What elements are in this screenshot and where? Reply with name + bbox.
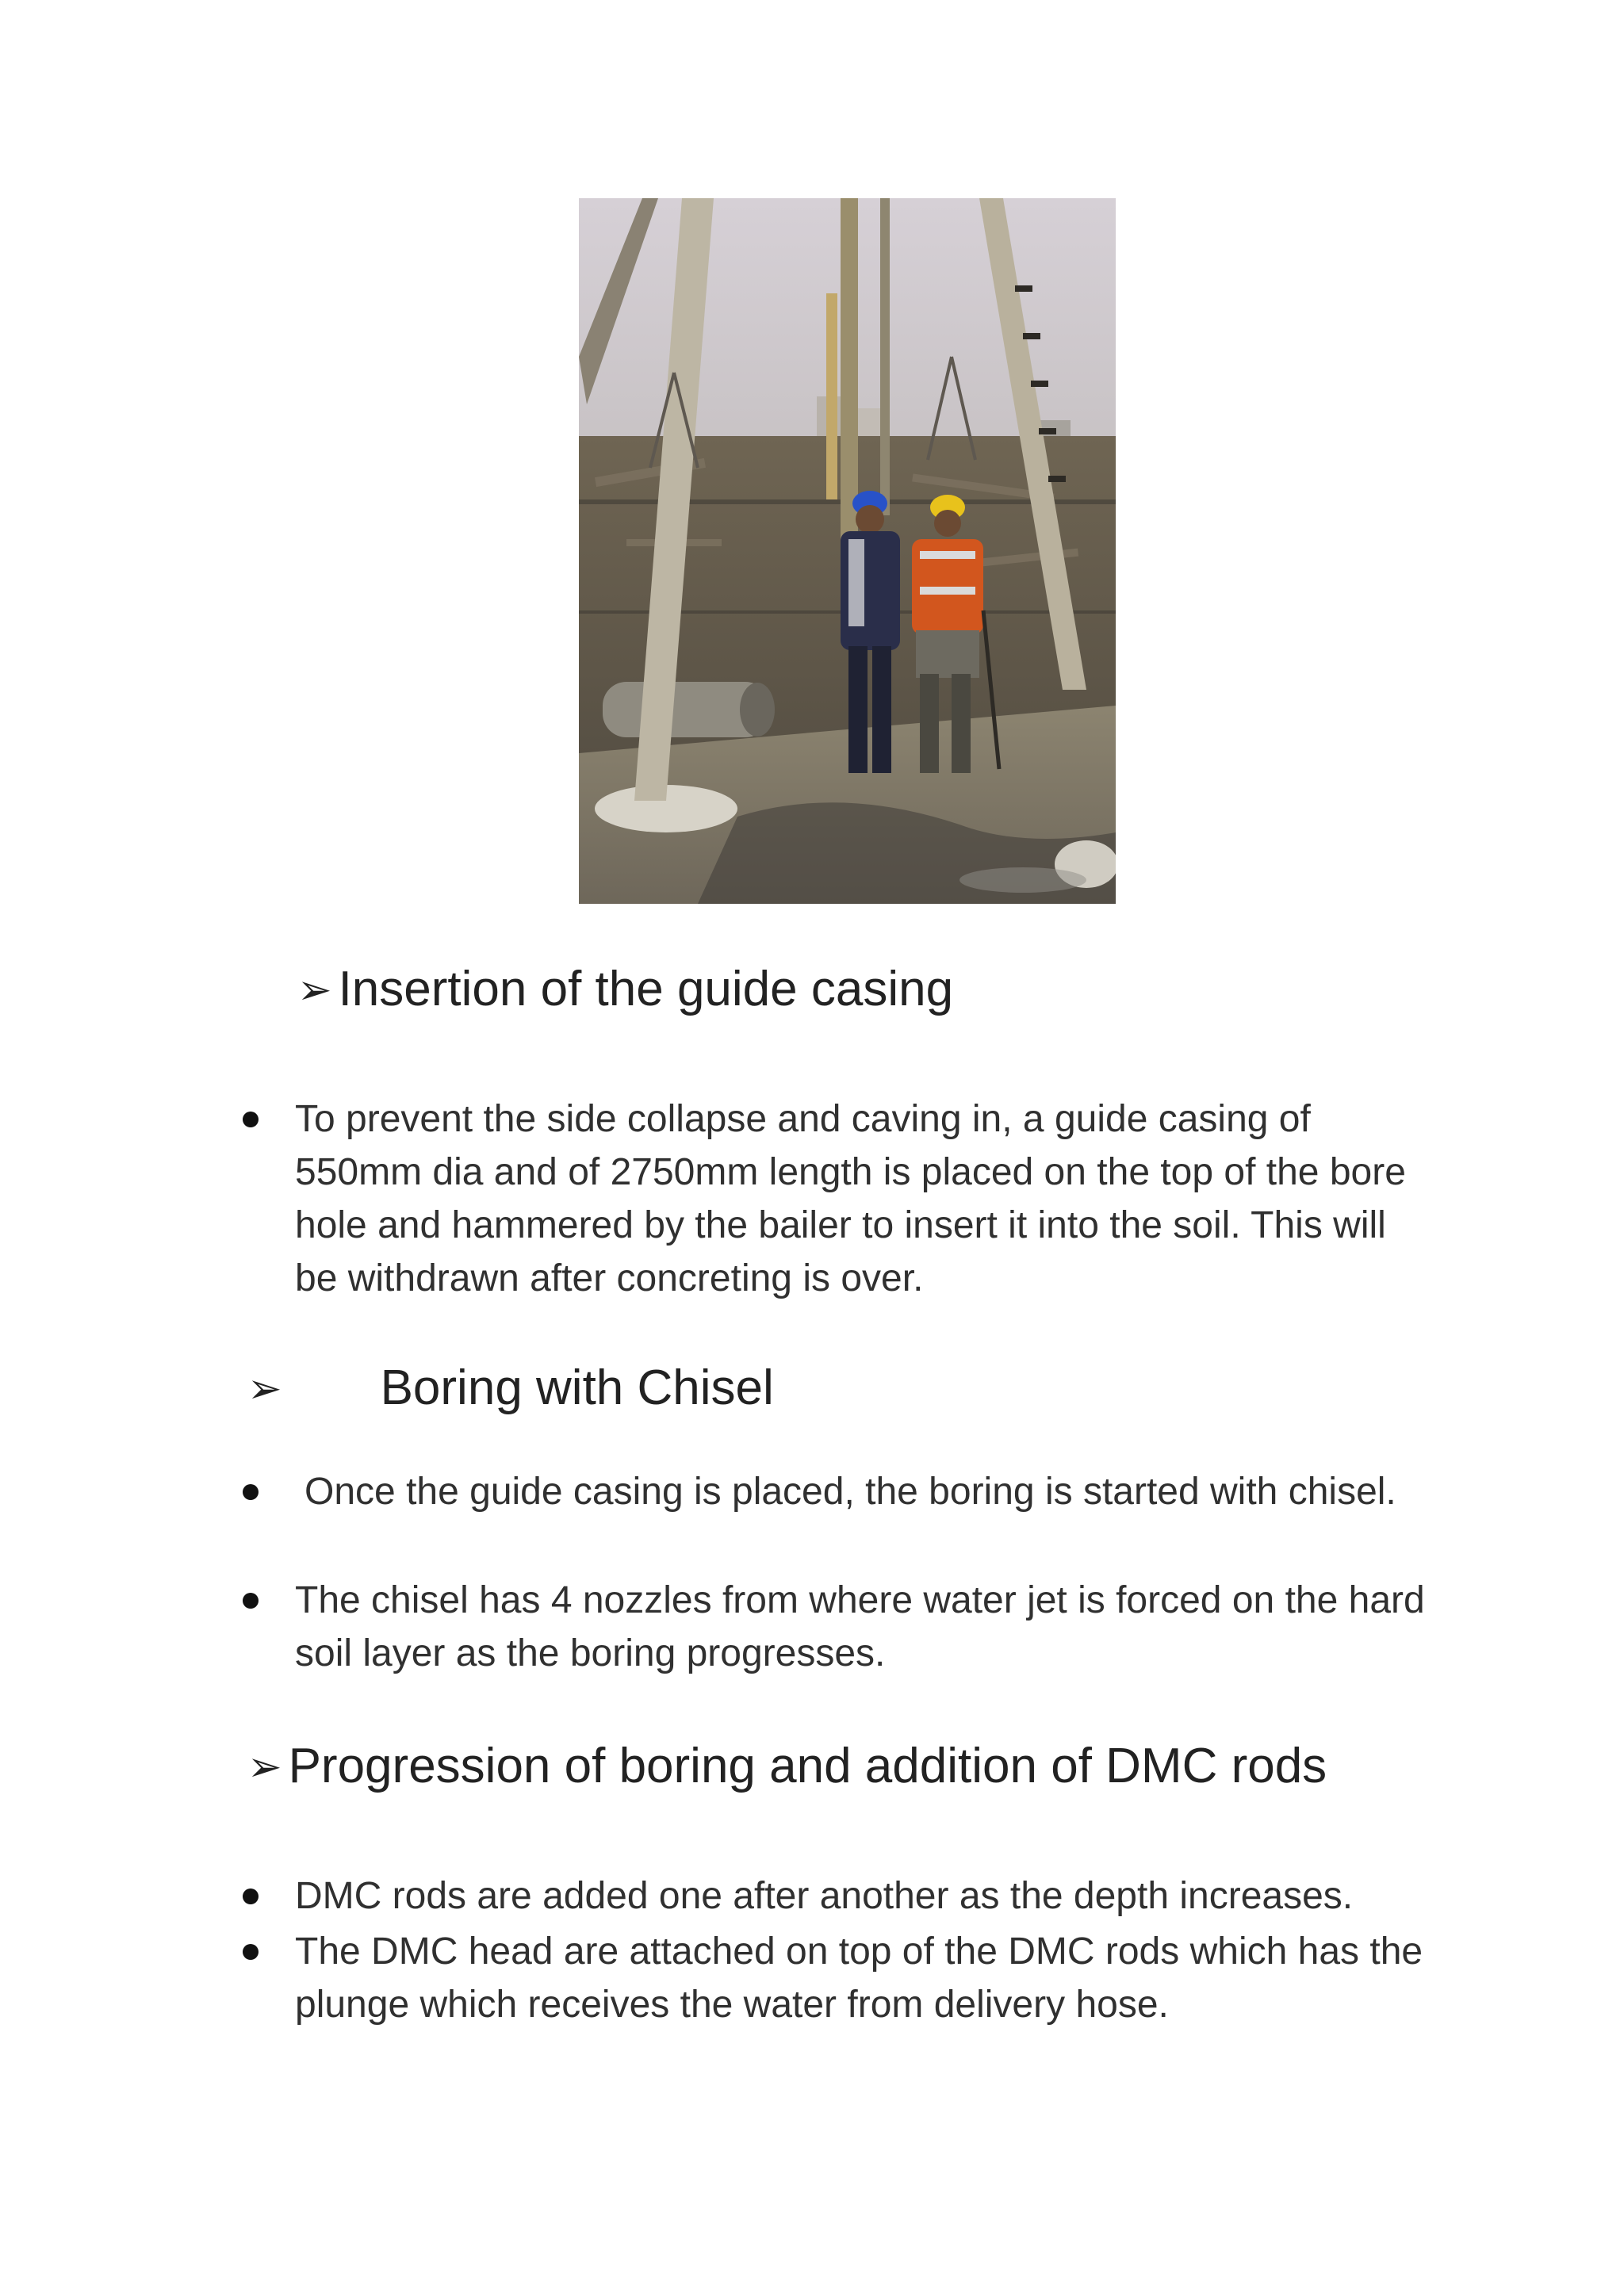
photo-illustration — [579, 198, 1116, 904]
heading-text: Insertion of the guide casing — [338, 962, 954, 1016]
list-item — [247, 1574, 1437, 1680]
list-item-text: DMC rods are added one after another as the depth increases. — [295, 1875, 1354, 1917]
round-bullet-icon — [243, 1112, 259, 1127]
construction-site-photo — [579, 198, 1116, 904]
round-bullet-icon — [243, 1593, 259, 1609]
heading-text: Boring with Chisel — [380, 1360, 774, 1415]
list-item-text: Once the guide casing is placed, the boring is started with chisel. — [304, 1471, 1396, 1513]
arrowhead-bullet-icon: ➢ — [247, 1744, 282, 1790]
list-item-text: The DMC head are attached on top of the DMC rods which has the plunge which receives the water from delivery hose. — [295, 1931, 1423, 2026]
list-item-text: The chisel has 4 nozzles from where water jet is forced on the hard soil layer as the boring progresses. — [295, 1579, 1425, 1674]
round-bullet-icon — [243, 1944, 259, 1960]
arrowhead-bullet-icon: ➢ — [247, 1366, 282, 1412]
arrowhead-bullet-icon: ➢ — [297, 967, 332, 1013]
round-bullet-icon — [243, 1484, 259, 1500]
list-item — [247, 1093, 1437, 1305]
section-heading-guide-casing — [297, 962, 954, 1016]
round-bullet-icon — [243, 1888, 259, 1904]
list-item — [247, 1925, 1437, 2031]
section-heading-boring-with-chisel — [247, 1360, 774, 1415]
list-item — [247, 1465, 1437, 1518]
section-heading-progression-of-boring — [247, 1739, 1327, 1793]
list-item-text: To prevent the side collapse and caving in, a guide casing of 550mm dia and of 2750mm length is placed on the top of the bore hole and hammered by the bailer to insert it into the soil. This will be withdrawn after concreting is over. — [295, 1098, 1406, 1299]
heading-text: Progression of boring and addition of DMC rods — [288, 1739, 1327, 1793]
list-item — [247, 1869, 1437, 1923]
